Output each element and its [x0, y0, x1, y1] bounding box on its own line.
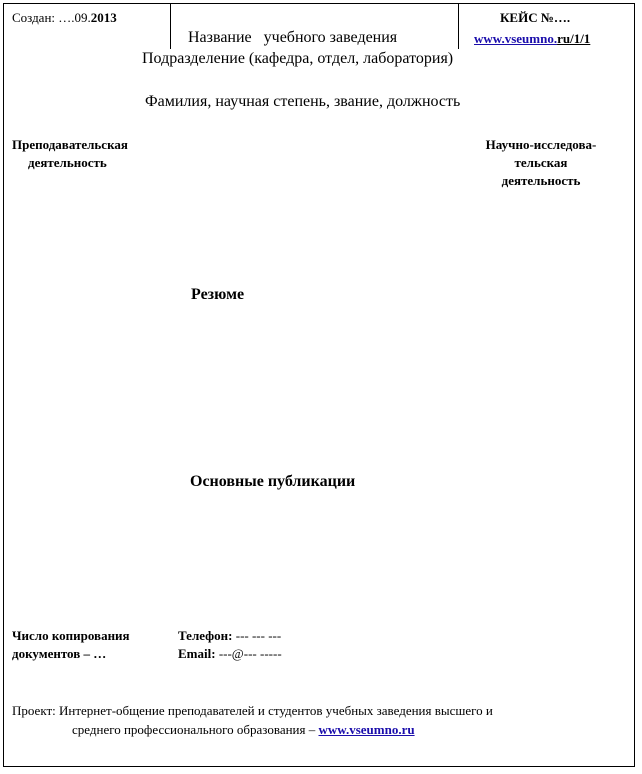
- teaching-line-2: деятельность: [28, 155, 107, 170]
- email-value: ---@--- -----: [218, 646, 282, 661]
- site-reference: [474, 31, 590, 47]
- email-label: Email:: [178, 646, 216, 661]
- research-heading: [468, 136, 614, 190]
- resume-heading: Резюме: [191, 286, 245, 303]
- institution-name: Название учебного заведения: [188, 29, 398, 46]
- case-number: КЕЙС №….: [500, 10, 571, 25]
- teaching-line-1: Преподавательская: [12, 137, 128, 152]
- research-line-1: Научно-исследова-: [485, 137, 597, 152]
- header-divider-left: [170, 3, 171, 49]
- email-row: [178, 645, 282, 663]
- project-line-1: Проект: Интернет-общение преподавателей и студентов учебных заведения высшего и: [12, 703, 493, 718]
- phone-value: --- --- ---: [235, 628, 282, 643]
- person-title: Фамилия, научная степень, звание, должность: [145, 93, 461, 110]
- created-year: 2013: [90, 10, 117, 25]
- contact-info: [178, 627, 282, 663]
- subdivision-title: Подразделение (кафедра, отдел, лаборатория): [142, 50, 454, 67]
- research-line-3: деятельность: [501, 173, 581, 188]
- project-note: [12, 701, 493, 739]
- copies-line-2: документов – …: [12, 646, 107, 661]
- site-suffix: ru/1/1: [557, 31, 591, 46]
- phone-label: Телефон:: [178, 628, 233, 643]
- header-divider-right: [458, 3, 459, 49]
- copies-info: [12, 627, 130, 663]
- created-label: Создан: ….09.: [12, 10, 91, 25]
- publications-heading: Основные публикации: [190, 473, 356, 490]
- copies-line-1: Число копирования: [12, 628, 130, 643]
- project-line-2-row: [12, 720, 493, 739]
- created-date: [12, 10, 117, 26]
- project-line-2: среднего профессионального образования –: [72, 722, 319, 737]
- phone-row: [178, 627, 282, 645]
- site-link[interactable]: www.vseumno.: [474, 31, 558, 46]
- teaching-heading: [12, 136, 128, 172]
- research-line-2: тельская: [514, 155, 568, 170]
- project-link[interactable]: www.vseumno.ru: [318, 722, 415, 737]
